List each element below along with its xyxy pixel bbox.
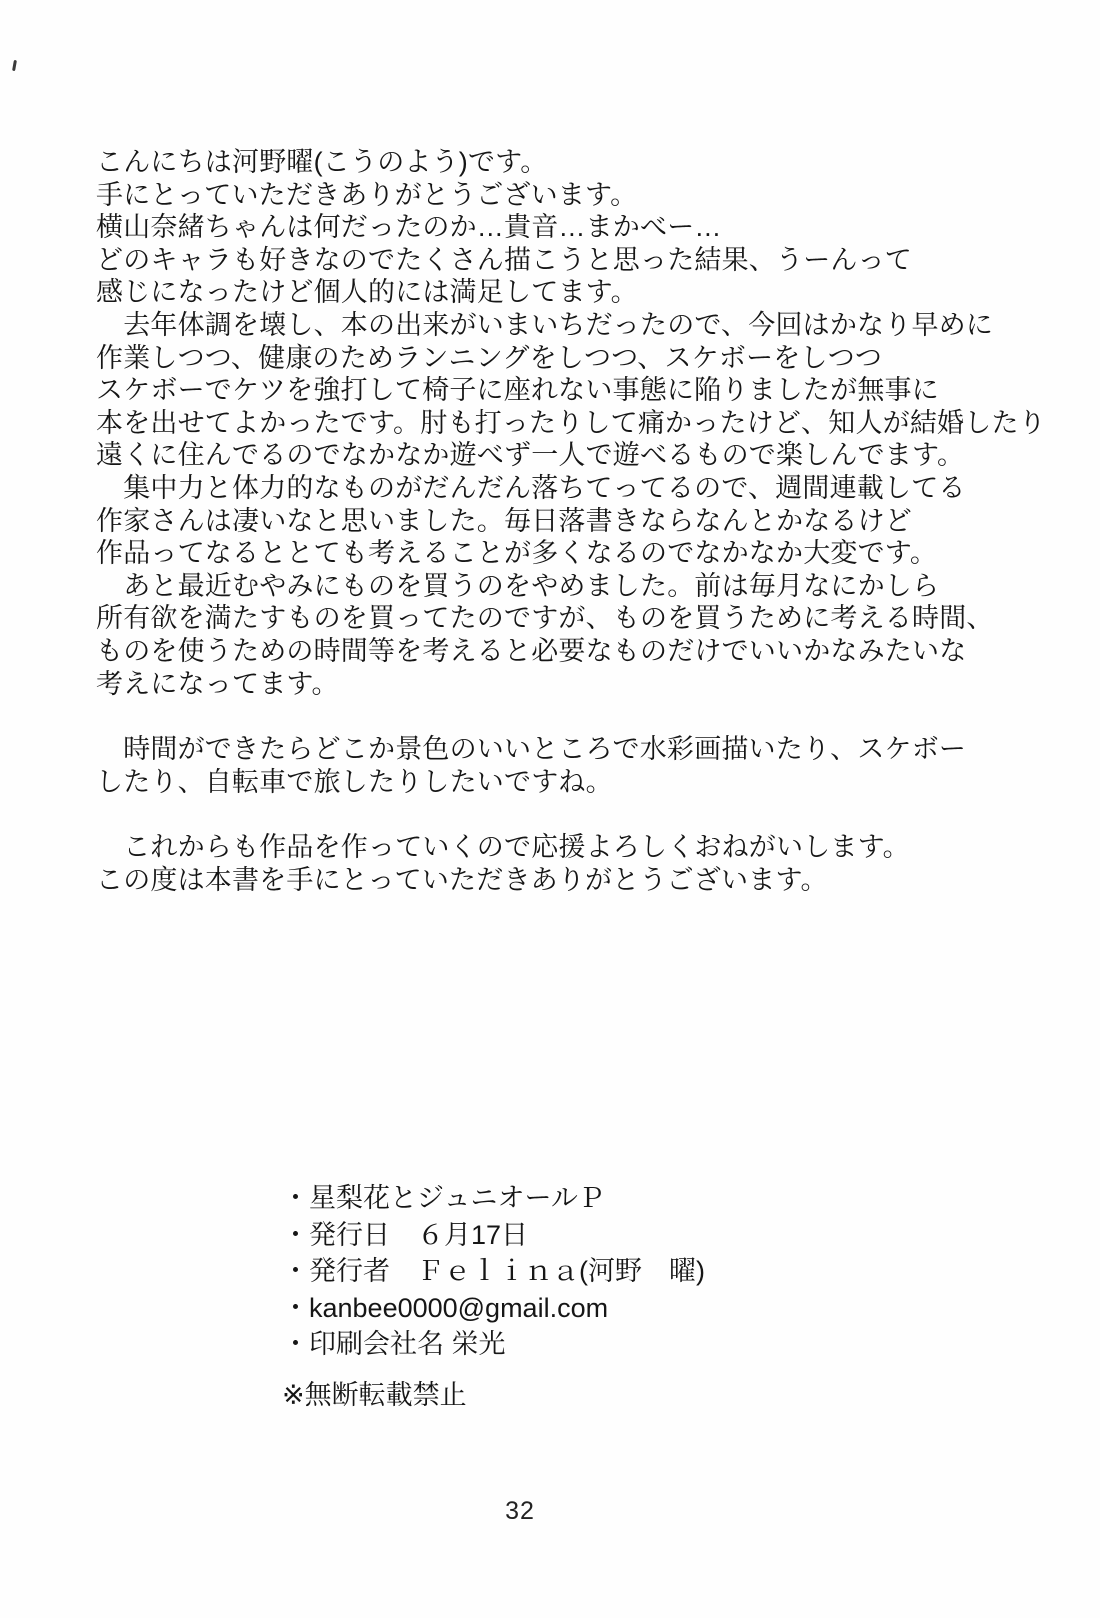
text-line: ものを使うための時間等を考えると必要なものだけでいいかなみたいな	[96, 635, 967, 666]
afterword-body	[96, 146, 1046, 896]
text-line: 手にとっていただきありがとうございます。	[96, 179, 638, 210]
text-line: 時間ができたらどこか景色のいいところで水彩画描いたり、スケボー	[96, 734, 967, 765]
text-line: 去年体調を壊し、本の出来がいまいちだったので、今回はかなり早めに	[96, 309, 994, 340]
text-line: この度は本書を手にとっていただきありがとうございます。	[96, 864, 828, 895]
colophon-list	[282, 1180, 705, 1363]
text-line: 集中力と体力的なものがだんだん落ちてってるので、週間連載してる	[96, 472, 966, 503]
scan-speck	[12, 60, 17, 71]
paragraph-closing	[96, 831, 1026, 896]
text-line: 作家さんは凄いなと思いました。毎日落書きならなんとかなるけど	[96, 505, 912, 536]
text-line: スケボーでケツを強打して椅子に座れない事態に陥りましたが無事に	[96, 375, 939, 406]
text-line: 感じになったけど個人的には満足してます。	[96, 277, 638, 308]
text-line: こんにちは河野曜(こうのよう)です。	[96, 147, 548, 177]
reprint-prohibition-notice: ※無断転載禁止	[282, 1380, 467, 1410]
paragraph-greeting	[96, 146, 1046, 700]
text-line: 考えになってます。	[96, 668, 339, 699]
text-line: どのキャラも好きなのでたくさん描こうと思った結果、うーんって	[96, 244, 912, 275]
text-line: これからも作品を作っていくので応援よろしくおねがいします。	[96, 832, 910, 863]
colophon-item-printer: ・印刷会社名 栄光	[282, 1329, 506, 1360]
colophon-item-publish-date: ・発行日 ６月17日	[282, 1219, 529, 1250]
colophon-item-email: ・kanbee0000@gmail.com	[282, 1292, 609, 1323]
text-line: 所有欲を満たすものを買ってたのですが、ものを買うために考える時間、	[96, 603, 994, 634]
paragraph-hobbies	[96, 733, 1026, 798]
text-line: あと最近むやみにものを買うのをやめました。前は毎月なにかしら	[96, 570, 940, 601]
page-number: 32	[505, 1497, 535, 1525]
colophon-item-publisher: ・発行者 Ｆｅｌｉｎａ(河野 曜)	[282, 1256, 705, 1287]
text-line: 作品ってなるととても考えることが多くなるのでなかなか大変です。	[96, 538, 938, 569]
text-line: 遠くに住んでるのでなかなか遊べず一人で遊べるもので楽しんでます。	[96, 440, 965, 471]
text-line: 本を出せてよかったです。肘も打ったりして痛かったけど、知人が結婚したり	[96, 407, 1046, 438]
text-line: 作業しつつ、健康のためランニングをしつつ、スケボーをしつつ	[96, 342, 883, 373]
text-line: したり、自転車で旅したりしたいですね。	[96, 766, 613, 797]
colophon-item-title: ・星梨花とジュニオールＰ	[282, 1183, 605, 1213]
text-line: 横山奈緒ちゃんは何だったのか…貴音…まかべー…	[96, 212, 722, 243]
